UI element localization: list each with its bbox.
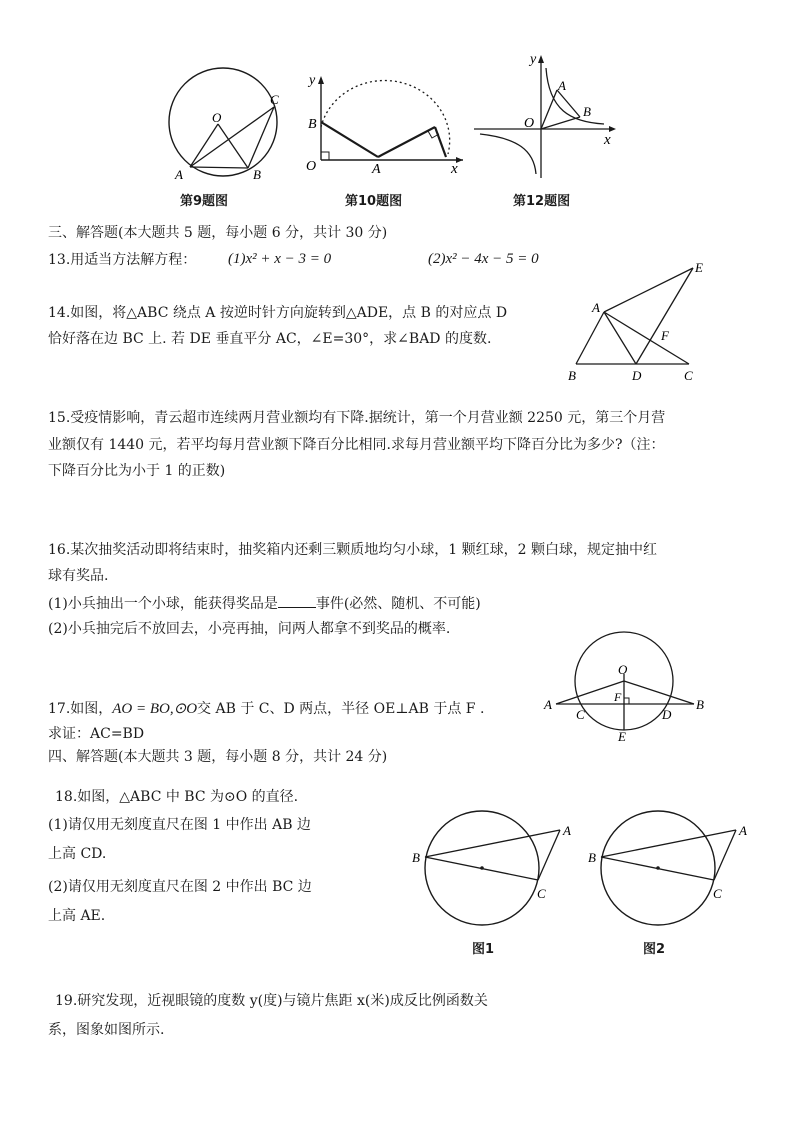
q17-figure [538, 628, 710, 744]
fig12-label-a: A [558, 78, 566, 93]
q16-answer-blank[interactable] [278, 594, 316, 608]
q14-label-b: B [568, 368, 576, 383]
q19-line-2: 系，图象如图所示. [48, 1022, 165, 1038]
q18-fig1-label-b: B [412, 850, 420, 865]
q16-line-2: 球有奖品. [48, 568, 109, 584]
fig10-label-o: O [306, 159, 317, 174]
fig12-label-x: x [604, 132, 611, 148]
fig12-caption: 第12题图 [513, 194, 571, 209]
q16-part-1-text: (1)小兵抽出一个小球，能获得奖品是 [48, 596, 278, 612]
q17-label-b: B [696, 697, 704, 712]
q18-fig1-caption: 图1 [472, 942, 495, 957]
q17-proof: 求证：AC=BD [48, 726, 145, 742]
q16-part-1 [48, 594, 481, 613]
fig10-label-a: A [372, 162, 381, 177]
q17-math: AO = BO,⊙O [112, 701, 198, 717]
q16-part-2: (2)小兵抽完后不放回去，小亮再抽，问两人都拿不到奖品的概率. [48, 621, 451, 637]
q14-figure [562, 256, 712, 386]
q17-label-e: E [618, 729, 626, 744]
fig10-label-b: B [308, 117, 317, 132]
fig10-caption: 第10题图 [345, 194, 403, 209]
q14-line-2: 恰好落在边 BC 上. 若 DE 垂直平分 AC，∠E=30°，求∠BAD 的度数. [48, 331, 492, 347]
q18-line-1: 18.如图，△ABC 中 BC 为⊙O 的直径. [55, 789, 299, 805]
fig9-label-b: B [253, 167, 261, 182]
q14-label-f: F [661, 328, 669, 343]
q14-label-a: A [592, 300, 600, 315]
q17-label-f: F [614, 690, 622, 704]
q18-fig2-label-b: B [588, 850, 596, 865]
q18-fig1-label-a: A [563, 823, 571, 838]
q18-line-3: 上高 CD. [48, 846, 107, 862]
fig12-label-o: O [524, 116, 535, 131]
q17-statement [48, 700, 484, 718]
figure-12 [472, 50, 620, 182]
q18-figure-1 [410, 805, 580, 945]
q14-label-c: C [684, 368, 693, 383]
fig9-label-o: O [212, 110, 222, 125]
fig10-label-y: y [309, 73, 316, 88]
fig9-caption: 第9题图 [180, 194, 229, 209]
q16-line-1: 16.某次抽奖活动即将结束时，抽奖箱内还剩三颗质地均匀小球，1 颗红球，2 颗白球，规定抽中红 [48, 542, 657, 558]
fig9-label-c: C [270, 92, 279, 107]
q13-prefix: 13.用适当方法解方程： [48, 252, 197, 268]
q17-label-d: D [662, 707, 672, 722]
q14-label-e: E [695, 260, 703, 275]
q18-fig2-label-c: C [713, 886, 722, 901]
fig12-label-y: y [530, 52, 537, 67]
q18-fig2-caption: 图2 [643, 942, 666, 957]
q19-line-1: 19.研究发现，近视眼镜的度数 y(度)与镜片焦距 x(米)成反比例函数关 [55, 993, 488, 1009]
q15-line-2: 业额仅有 1440 元，若平均每月营业额下降百分比相同.求每月营业额平均下降百分比为多少?（注： [48, 437, 665, 453]
q18-line-4: (2)请仅用无刻度直尺在图 2 中作出 BC 边 [48, 879, 312, 895]
figure-10 [298, 72, 470, 182]
q16-part-1-options: 事件(必然、随机、不可能) [315, 596, 481, 612]
fig10-label-x: x [451, 161, 458, 177]
q17-suffix: 交 AB 于 C、D 两点，半径 OE⊥AB 于点 F . [197, 701, 485, 717]
q18-fig1-label-c: C [537, 886, 546, 901]
q17-label-a: A [544, 697, 552, 712]
section-3-heading: 三、解答题(本大题共 5 题，每小题 6 分，共计 30 分) [48, 225, 388, 241]
fig9-label-a: A [175, 167, 183, 182]
q18-figure-2 [586, 805, 756, 945]
q15-line-1: 15.受疫情影响，青云超市连续两月营业额均有下降.据统计，第一个月营业额 2250 元，第三个月营 [48, 410, 666, 426]
q15-line-3: 下降百分比为小于 1 的正数) [48, 463, 226, 479]
q18-fig2-label-a: A [739, 823, 747, 838]
q14-line-1: 14.如图，将△ABC 绕点 A 按逆时针方向旋转到△ADE，点 B 的对应点 D [48, 305, 508, 321]
q18-line-2: (1)请仅用无刻度直尺在图 1 中作出 AB 边 [48, 817, 311, 833]
q13-eq1: (1)x² + x − 3 = 0 [228, 251, 332, 267]
section-4-heading: 四、解答题(本大题共 3 题，每小题 8 分，共计 24 分) [48, 749, 388, 765]
q17-label-c: C [576, 707, 585, 722]
figure-9 [160, 60, 290, 185]
q14-label-d: D [632, 368, 642, 383]
q13-eq2: (2)x² − 4x − 5 = 0 [428, 251, 539, 267]
q17-prefix: 17.如图， [48, 701, 113, 717]
q17-label-o: O [618, 662, 628, 677]
fig12-label-b: B [583, 104, 591, 119]
q18-line-5: 上高 AE. [48, 908, 106, 924]
